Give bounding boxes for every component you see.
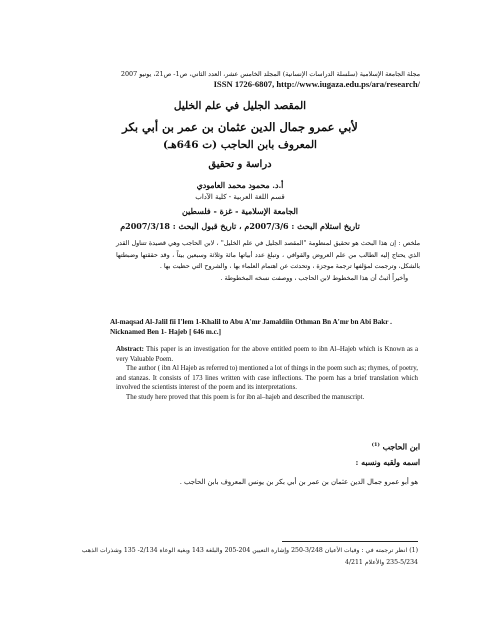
footnote: (1) انظر ترجمته في : وفيات الأعيان 3/248-250 وإشارة التعيين 204-205 والبلغة 143 وبغية الوعاة 2/134- 135 وشذرات الذهب 5/234-235 والأعلام 4/211 (81, 547, 418, 566)
title-line-4: دراسة و تحقيق (208, 159, 272, 170)
abstract-label: Abstract: (116, 346, 144, 353)
arabic-abstract (116, 238, 420, 284)
arabic-abstract-p2: وأخيراً أثبتُ أن هذا المخطوط لابن الحاجب ، ووصفت نسخه المخطوطة . (220, 274, 408, 282)
issn-line: ISSN 1726-6807, http://www.iugaza.edu.ps/ara/research/ (213, 79, 420, 89)
arabic-abstract-p1: ملخص : إن هذا البحث هو تحقيق لمنظومة "المقصد الجليل في علم الخليل" ، لابن الحاجب وهي قصيدة تتناول القدر الذي يحتاج إليه الطالب من علم العروض والقوافي ، وتبلغ عدد أبياتها مائة وثلاثة وسبعين بيتاً ، وقد حققتها وضبطتها بالشكل، وترجمت لمؤلفها ترجمة موجزة ، وتحدثت عن اهتمام العلماء بها ، والشروح التي حظيت بها . (116, 240, 420, 271)
abstract-text: This paper is an investigation for the above entitled poem to ibn Al–Hajeb which is Known as a very Valuable Poem. (116, 346, 418, 363)
section-subheading: اسمه ولقبه ونسبه : (355, 458, 420, 467)
author-department: قسم اللغة العربية - كلية الآداب (195, 193, 285, 201)
english-abstract-p1 (116, 345, 418, 364)
section-body: هو أبو عمرو جمال الدين عثمان بن عمر بن أبي بكر بن يونس المعروف بابن الحاجب . (179, 478, 418, 486)
footnote-ref: (1) (371, 442, 380, 448)
english-abstract-p3: The study here proved that this poem is for ibn al–hajeb and described the manuscript. (126, 393, 365, 401)
title-line-1: المقصد الجليل في علم الخليل (173, 100, 307, 112)
title-line-3: المعروف بابن الحاجب (ت 646هـ) (163, 139, 317, 151)
footnote-divider (282, 541, 418, 542)
english-title: Al-maqsad Al-Jalil fii I'lem 1-Khalil to Abu A'mr Jamaldiin Othman Bn A'mr bn Abi Bakr . Nicknamed Ben 1- Hajeb [ 646 m.c.] (110, 318, 392, 336)
journal-header: مجلة الجامعة الإسلامية (سلسلة الدراسات الإنسانية) المجلد الخامس عشر، العدد الثاني، ص1- ص21، يونيو 2007 (120, 70, 420, 78)
english-abstract (116, 345, 418, 403)
author-name: أ.د. محمود محمد العامودي (196, 181, 284, 190)
english-abstract-p2: The author ( ibn Al Hajeb as referred to) mentioned a lot of things in the poem such as; rhymes, of poetry, and stanzas. It consists of 173 lines written with case inflections. The poem has a brief translation which involved the scientists interest of the poem and its interpretations. (116, 365, 418, 392)
submission-dates: تاريخ استلام البحث : 2007/3/6م ، تاريخ قبول البحث : 2007/3/18م (120, 221, 360, 231)
title-line-2: لأبي عمرو جمال الدين عثمان بن عمر بن أبي بكر (122, 120, 358, 134)
section-heading-text: ابن الحاجب (382, 442, 420, 452)
author-university: الجامعة الإسلامية - غزة - فلسطين (182, 206, 298, 216)
section-heading (60, 442, 420, 452)
